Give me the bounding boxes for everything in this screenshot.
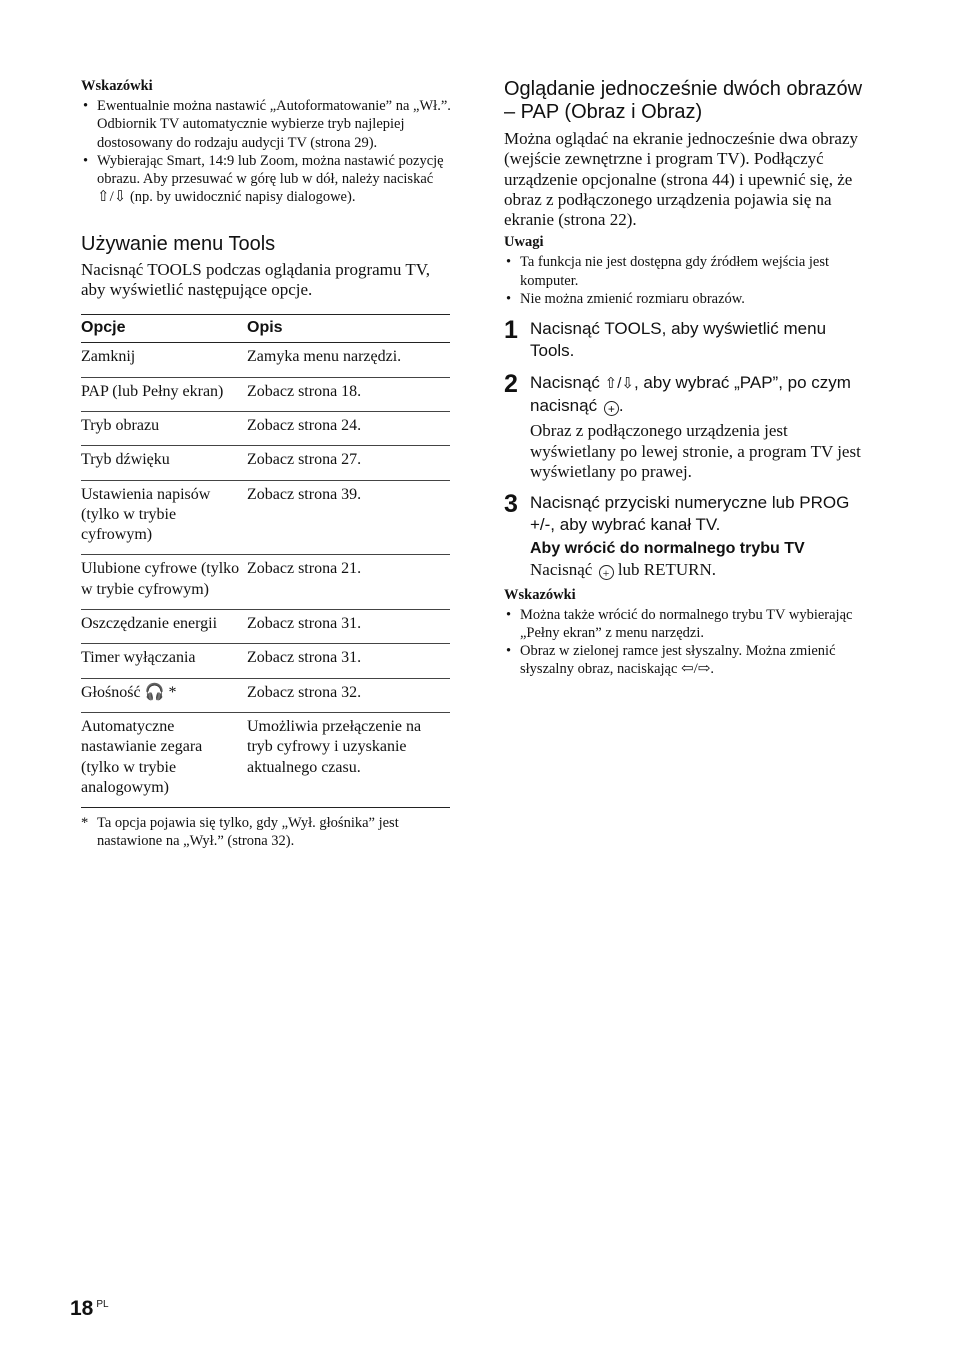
tip-text: Wybierając Smart, 14:9 lub Zoom, można nastawić pozycję obrazu. Aby przesuwać w górę lub w dół, należy naciskać: [97, 152, 444, 188]
step-text: Nacisnąć TOOLS, aby wyświetlić menu Tools.: [530, 319, 827, 361]
table-row: [81, 610, 450, 644]
table-row: [81, 480, 450, 555]
notes-list: [504, 253, 872, 308]
description-cell: Zobacz strona 31.: [247, 644, 450, 678]
table-row: [81, 343, 450, 377]
step-3: [504, 492, 872, 580]
note-item: • Ta funkcja nie jest dostępna gdy źródłem wejścia jest komputer.: [504, 253, 872, 290]
table-footnote: [81, 814, 451, 850]
option-cell: Tryb dźwięku: [81, 446, 247, 480]
notes-heading: Uwagi: [504, 234, 544, 251]
note-item: • Nie można zmienić rozmiaru obrazów.: [504, 290, 872, 308]
step-text: Nacisnąć ⇧/⇩, aby wybrać „PAP”, po czym nacisnąć + .: [530, 373, 851, 417]
enter-button-icon: +: [604, 401, 619, 416]
column-header-options: Opcje: [81, 315, 247, 343]
step-2-result: Obraz z podłączonego urządzenia jest wyświetlany po lewej stronie, a program TV jest wyświetlany po prawej.: [530, 421, 861, 481]
return-heading: Aby wrócić do normalnego trybu TV: [530, 540, 805, 558]
pap-intro: Można oglądać na ekranie jednocześnie dwa obrazy (wejście zewnętrzne i program TV). Podłączyć urządzenie opcjonalne (strona 44) i upewnić się, że obraz z podłączonego urządzenia pojawia się na ekranie (strona 22).: [504, 129, 858, 230]
description-cell: Umożliwia przełączenie na tryb cyfrowy i uzyskanie aktualnego czasu.: [247, 712, 450, 807]
option-cell: Ulubione cyfrowe (tylko w trybie cyfrowym): [81, 555, 247, 610]
tip-text: Obraz w zielonej ramce jest słyszalny. Można zmienić słyszalny obraz, naciskając: [520, 643, 836, 678]
tools-section-title: Używanie menu Tools: [81, 232, 276, 255]
step-1: [504, 318, 872, 362]
return-text-part: Nacisnąć: [530, 560, 593, 580]
page-number-value: 18: [70, 1297, 94, 1320]
tip-text-tail: (np. by uwidocznić napisy dialogowe).: [129, 189, 356, 206]
tools-options-table: [81, 314, 450, 808]
table-row: [81, 377, 450, 411]
table-header-row: [81, 315, 450, 343]
description-cell: Zamyka menu narzędzi.: [247, 343, 450, 377]
page-language: PL: [96, 1299, 109, 1310]
enter-button-icon: +: [599, 565, 614, 580]
option-cell: Tryb obrazu: [81, 411, 247, 445]
option-cell: Zamknij: [81, 343, 247, 377]
option-cell: Oszczędzanie energii: [81, 610, 247, 644]
tools-intro: Nacisnąć TOOLS podczas oglądania programu TV, aby wyświetlić następujące opcje.: [81, 259, 431, 300]
tips-list: [81, 97, 451, 207]
tip-item: [81, 152, 451, 207]
description-cell: Zobacz strona 32.: [247, 678, 450, 712]
table-row: [81, 411, 450, 445]
description-cell: Zobacz strona 27.: [247, 446, 450, 480]
option-cell: PAP (lub Pełny ekran): [81, 377, 247, 411]
step-text: Nacisnąć przyciski numeryczne lub PROG +/-, aby wybrać kanał TV.: [530, 493, 850, 535]
table-row: [81, 712, 450, 807]
tip-item: • Ewentualnie można nastawić „Autoformatowanie” na „Wł.”. Odbiornik TV automatycznie wybierze tryb najlepiej dostosowany do rodzaju audycji TV (strona 29).: [81, 97, 451, 152]
description-cell: Zobacz strona 24.: [247, 411, 450, 445]
footnote-mark: *: [81, 815, 89, 832]
footnote-text: Ta opcja pojawia się tylko, gdy „Wył. głośnika” jest nastawione na „Wył.” (strona 32).: [97, 815, 399, 850]
description-cell: Zobacz strona 31.: [247, 610, 450, 644]
option-cell: Ustawienia napisów (tylko w trybie cyfrowym): [81, 480, 247, 555]
up-down-arrows-icon: ⇧/⇩: [97, 189, 127, 206]
tip-item: • Obraz w zielonej ramce jest słyszalny. Można zmienić słyszalny obraz, naciskając ⇦/⇨.: [504, 642, 872, 679]
page-number: [70, 1297, 109, 1321]
return-text-part: lub RETURN.: [617, 560, 717, 580]
step-number: 2: [504, 370, 518, 399]
tips-list: [504, 606, 872, 679]
description-cell: Zobacz strona 39.: [247, 480, 450, 555]
table-row: [81, 644, 450, 678]
tips-heading: Wskazówki: [81, 78, 153, 94]
step-text-part: Nacisnąć: [530, 373, 600, 393]
right-column: [504, 78, 872, 679]
tips-heading: Wskazówki: [504, 586, 576, 603]
table-row: [81, 678, 450, 712]
pap-section-title: Oglądanie jednocześnie dwóch obrazów – PAP (Obraz i Obraz): [504, 78, 863, 123]
tip-item: • Można także wrócić do normalnego trybu TV wybierając „Pełny ekran” z menu narzędzi.: [504, 606, 872, 643]
left-column: [81, 78, 451, 850]
option-cell: Timer wyłączania: [81, 644, 247, 678]
return-text: [530, 560, 872, 580]
step-text-part: , aby wybrać „PAP”, po czym nacisnąć: [530, 373, 851, 416]
option-cell: Głośność 🎧 *: [81, 678, 247, 712]
column-header-description: Opis: [247, 315, 450, 343]
description-cell: Zobacz strona 18.: [247, 377, 450, 411]
step-number: 1: [504, 316, 518, 345]
option-cell: Automatyczne nastawianie zegara (tylko w trybie analogowym): [81, 712, 247, 807]
description-cell: Zobacz strona 21.: [247, 555, 450, 610]
left-right-arrows-icon: ⇦/⇨: [681, 661, 711, 678]
up-down-arrows-icon: ⇧/⇩: [604, 375, 634, 393]
table-row: [81, 555, 450, 610]
table-row: [81, 446, 450, 480]
step-number: 3: [504, 490, 518, 519]
step-2: [504, 372, 872, 482]
